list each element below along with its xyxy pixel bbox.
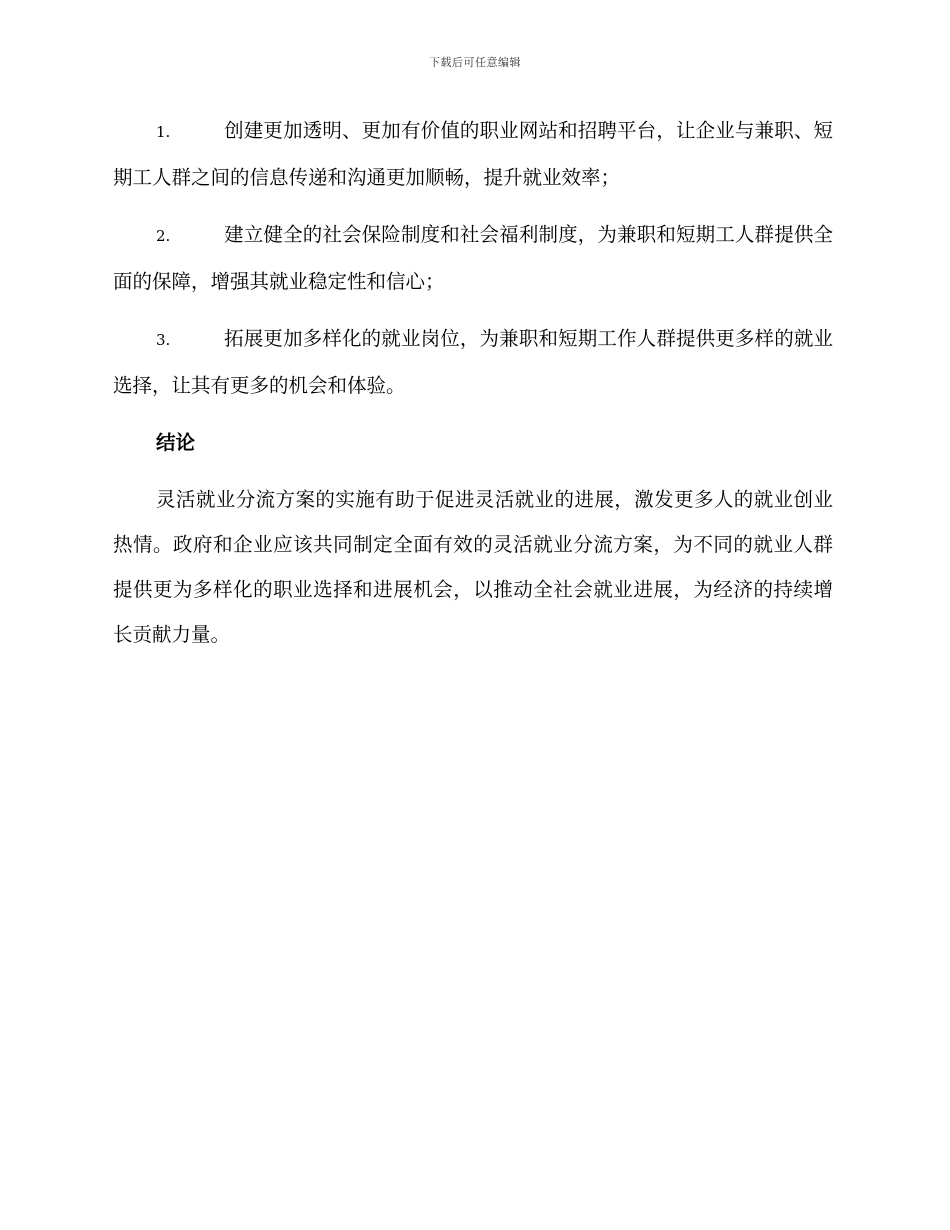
list-item bbox=[113, 108, 833, 200]
list-item bbox=[113, 212, 833, 304]
list-item-text: 建立健全的社会保险制度和社会福利制度，为兼职和短期工人群提供全面的保障，增强其就业稳定性和信心； bbox=[113, 223, 833, 293]
list-item-number: 1. bbox=[156, 123, 171, 141]
page-header: 下载后可任意编辑 bbox=[429, 56, 521, 69]
conclusion-paragraph: 灵活就业分流方案的实施有助于促进灵活就业的进展，激发更多人的就业创业热情。政府和企业应该共同制定全面有效的灵活就业分流方案，为不同的就业人群提供更为多样化的职业选择和进展机会，以推动全社会就业进展，为经济的持续增长贡献力量。 bbox=[113, 488, 833, 646]
list-item-number: 2. bbox=[156, 227, 171, 245]
list-item-text: 拓展更加多样化的就业岗位，为兼职和短期工作人群提供更多样的就业选择，让其有更多的机会和体验。 bbox=[113, 327, 833, 397]
section-heading-conclusion: 结论 bbox=[156, 431, 196, 454]
document-body bbox=[113, 108, 833, 657]
list-item bbox=[113, 316, 833, 408]
list-item-number: 3. bbox=[156, 331, 171, 349]
list-item-text: 创建更加透明、更加有价值的职业网站和招聘平台，让企业与兼职、短期工人群之间的信息传递和沟通更加顺畅，提升就业效率； bbox=[113, 119, 833, 189]
